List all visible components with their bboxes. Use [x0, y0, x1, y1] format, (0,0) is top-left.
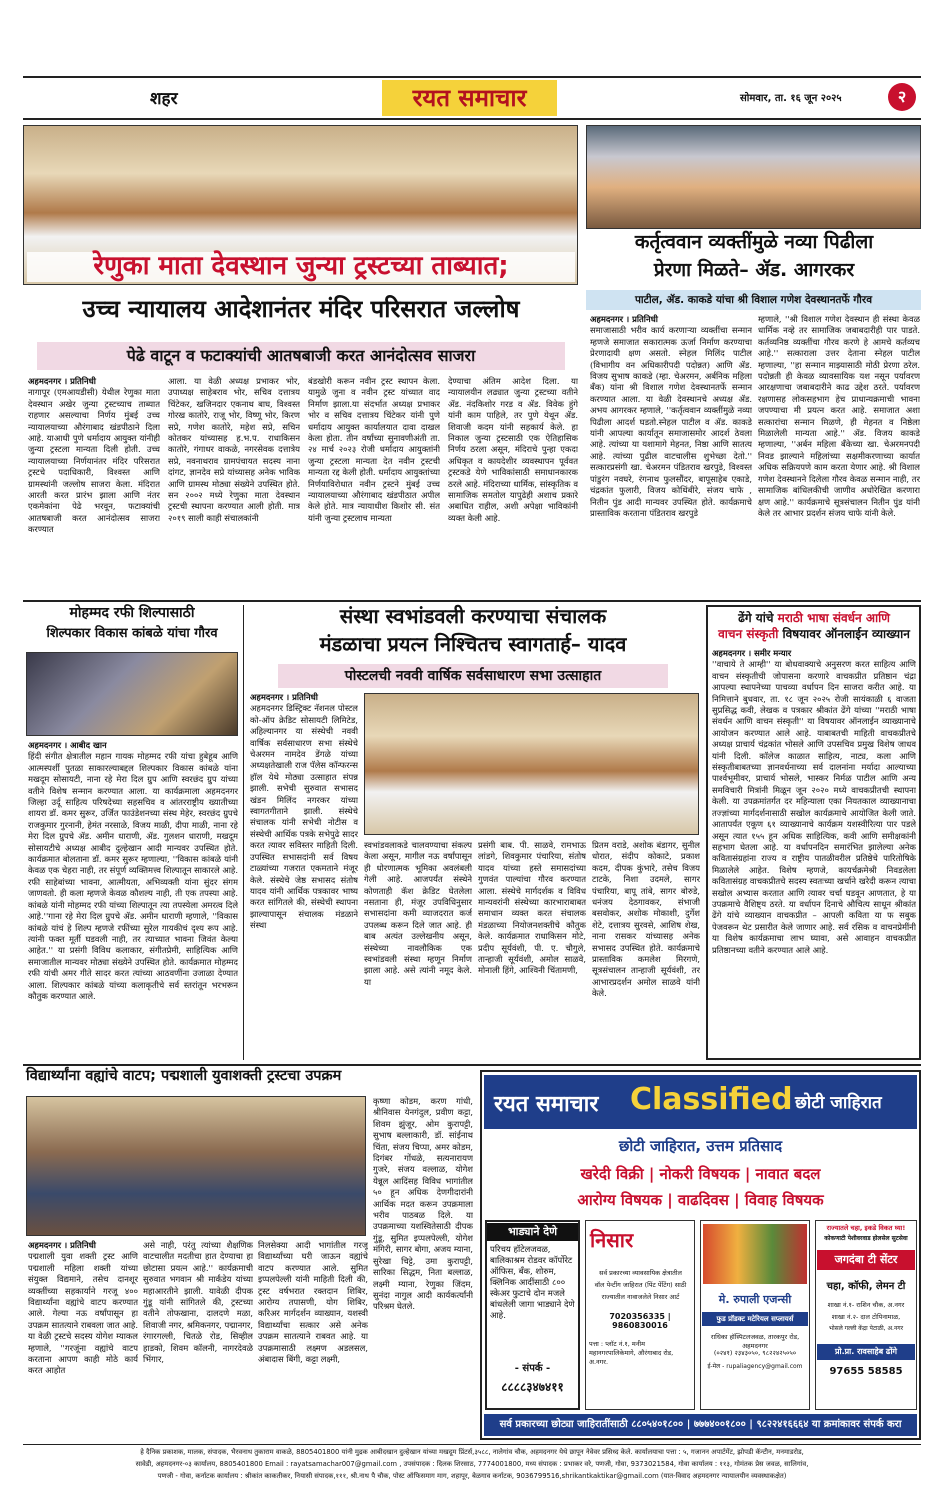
- marathi-body-text: ''वाचाये ते आम्ही'' या बोधवाक्याचे अनुसरण करत साहित्य आणि वाचन संस्कृतीची जोपासना करणारे वाचकप्रीत प्रतिष्ठान चंद्रा आपल्या स्थापनेच्या पाचव्या वर्धापन दिन साजरा करीत आहे. या निमित्ताने बुधवार, ता. १८ जून २०२५ रोजी सायंकाळी ६ वाजता सुप्रसिद्ध कवी, लेखक व पत्रकार श्रीकांत ढेंगे यांच्या ''मराठी भाषा संवर्धन आणि वाचन संस्कृती'' या विषयावर ऑनलाईन व्याख्यानाचे आयोजन करण्यात आले आहे. याबाबतची माहिती वाचकप्रीतचे अध्यक्ष प्राचार्य चंद्रकांत भोसले आणि उपसचिव प्रमुख विशेष जाधव यांनी दिली. कॉलेज काळात साहित्य, नाट्य, कला आणि संस्कृतीबाबतच्या ज्ञानवर्धनाच्या सर्व दालनांना मर्यादा आल्याच्या पार्श्वभूमीवर, प्राचार्य भोसले, भास्कर निर्मळ पाटील आणि अन्य समविचारी मित्रांनी मिळून जून २०२० मध्ये वाचकप्रीतची स्थापना केली. या उपक्रमांतर्गत दर महिन्याला एका नियतकाल व्याख्यानाचा तज्ज्ञांच्या मार्गदर्शनासाठी सखोल कार्यक्रमाचे आयोजित केली जाते. आतापर्यंत एकूण ६१ व्याख्यानाचे कार्यक्रम यशस्वीरित्या पार पडले असून त्यात १५५ हून अधिक साहित्यिक, कवी आणि समीक्षकांनी सहभाग घेतला आहे. या वर्धापनदिन समारंभित झालेल्या अनेक कवितासंग्रहांना राज्य व राष्ट्रीय पातळीवरील प्रतिष्ठेचे पारितोषिके मिळालेले आहेत. विशेष म्हणजे, कायर्चक्रमेश्री निवडलेला कवितासंग्रह वाचकप्रीतचे सदस्य स्वतःच्या खर्चाने खरेदी करून त्याचा सखोल अभ्यास करतात आणि त्यावर चर्चा घडवून आणतात, हे या उपक्रमाचे वैशिष्ट्य ठरते. या वर्धापन दिनाचे औचित्य साधून श्रीकांत ढेंगे यांचे व्याख्यान वाचकप्रीत – आपली कविता या फ सबुक पेजवरून थेट प्रसारीत केले जाणार आहे. सर्व रसिक व वाचनप्रेमींनी या विशेष कार्यक्रमाचा लाभ घ्यावा, असे आवाहन वाचकप्रीत प्रतिष्ठानच्या वतीने करण्यात आले आहे.: [712, 659, 916, 955]
- lead-col-4-text: देण्याचा अंतिम आदेश दिला. या न्यायालयीन लढ्यात जुन्या ट्रस्टच्या वतीने ॲड. नंदकिशोर गरड व ॲड. विवेक हुंगे यांनी काम पाहिले, तर पुणे येथून ॲड. शिवाजी कदम यांनी सहकार्य केले. हा निकाल जुन्या ट्रस्टसाठी एक ऐतिहासिक निर्णय ठरला असून, मंदिराचे पुन्हा एकदा अधिकृत व कायदेशीर व्यवस्थापन पूर्ववत ट्रस्टकडे येणे भाविकांसाठी समाधानकारक ठरले आहे. मंदिराच्या धार्मिक, सांस्कृतिक व सामाजिक समतोल यापुढेही अशाच प्रकारे अबाधित राहील, अशी अपेक्षा भाविकांनी व्यक्त केली आहे.: [448, 376, 578, 523]
- lead-col-4: [448, 376, 578, 596]
- divider: [23, 600, 921, 602]
- rafi-headline-1: मोहम्मद रफी शिल्पासाठी: [69, 605, 195, 621]
- postal-col-3-text: प्रसंगी बाब. पी. साळवे, रामभाऊ लांडगे, शिवकुमार पंचारिया, संतोष यादव यांच्या हस्ते समासदांच्या गुणवंत पाल्यांचा गौरव करण्यात आला. संस्थेचे मार्गदर्शक व विविध मान्यवरांनी संस्थेच्या कारभाराबाबत समाधान व्यक्त करत संचालक मंडळाच्या नियोजनशक्तीचे कौतुक केले. कार्यक्रमात राधाकिसन मोटे, प्रदीप सूर्यवंशी, पी. ए. चौगुले, तान्हाजी सूर्यवंशी, अमोल साळवे, मोनाली हिंगे, आश्विनी चिंतामणी,: [478, 840, 586, 976]
- rent-ad-phone: ८८८८३४७४११: [501, 1380, 564, 1394]
- bags-col-4: [373, 1096, 473, 1440]
- rupali-ad-email: ई-मेल - rupaliagency@gmail.com: [707, 1363, 803, 1370]
- postal-subhead: पोस्टलची नववी वार्षिक सर्वसाधारण सभा उत्साहात: [278, 664, 668, 688]
- nisar-ad-line-2: वॉल पेन्टींग जाहिरात (पिंट पेंटिंग) साठी: [594, 1281, 687, 1289]
- jagdamba-ad-address-1: शाखा नं.१- राशिन चौक, अ.नगर: [827, 1301, 905, 1309]
- jagdamba-ad-owner: प्रो.प्रा. रावसाहेब ढोंगे: [817, 1344, 915, 1360]
- right-col-2: [758, 314, 920, 596]
- jagdamba-ad-items: चहा, कॉफी, लेमन टी: [826, 1281, 906, 1292]
- marathi-body: [712, 648, 916, 1056]
- masthead: रयत समाचार: [382, 80, 557, 116]
- marathi-headline-red2: वाचन संस्कृती: [718, 627, 779, 641]
- rafi-body-text: हिंदी संगीत क्षेत्रातील महान गायक मोहम्मद रफी यांचा हुबेहूब आणि आत्मस्पर्शी पुतळा साकारल्याबद्दल शिल्पकार विकास कांबळे यांना मखदूम सोसायटी, नाना रहे मेरा दिल ग्रुप आणि स्वरछंद ग्रुप यांच्या वतीने विशेष सन्मान करण्यात आला. या कार्यक्रमाला अहमदनगर जिल्हा उर्दू साहित्य परिषदेच्या सहसचिव व आंतरराष्ट्रीय ख्यातीच्या शायरा डॉ. कमर सुरूर, उर्जित फाउंडेशनच्या संस्थ मेहेर, स्वरछंद ग्रुपचे राजकुमार गुरनानी, हेमंत नरसाळे, विजय माळी, दीपा माळी, नाना रहे मेरा दिल ग्रुपचे ॲड. अमीन धाराणी, ॲड. गुलशन धाराणी, मखदूम सोसायटीचे अध्यक्ष आबीद दुल्हेखान आदी मान्यवर उपस्थित होते. कार्यक्रमात बोलताना डॉ. कमर सुरूर म्हणाल्या, ''विकास कांबळे यांनी केवळ एक चेहरा नाही, तर संपूर्ण व्यक्तिमत्त्व शिल्पातून साकारले आहे. रफी साहेबांच्या भावना, आत्मीयता, अभिव्यक्ती यांना सुंदर संगम जाणवतो. ही कला म्हणजे केवळ कौशल्य नाही, ती एक तपस्या आहे. कांबळे यांनी मोहम्मद रफी यांच्या शिल्पातून त्या तपस्येला अमरत्व दिले आहे.''गाना रहे मेरा दिल ग्रुपचे ॲड. अमीन धाराणी म्हणाले, ''विकास कांबळे यांचं हे शिल्प म्हणजे रफींच्या सुरेल गायकीचं दृश्य रूप आहे. त्यांनी फक्त मूर्ती घडवली नाही, तर त्याच्यात भावना जिवंत केल्या आहेत.'' या प्रसंगी विविध कलाकार, संगीतप्रेमी, साहित्यिक आणि समाजातील मान्यवर मोठ्या संख्येने उपस्थित होते. कार्यक्रमात मोहम्मद रफी यांची अमर गीते सादर करत त्यांच्या आठवणींना उजाळा देण्यात आला. शिल्पकार कांबळे यांच्या कलाकृतीचे सर्व स्तरांतून भरभरून कौतुक करण्यात आले.: [28, 751, 238, 1001]
- classified-title-en: Classified: [630, 1082, 793, 1117]
- bags-byline: अहमदनगर । प्रतिनिधी: [28, 1240, 96, 1250]
- nisar-ad-line-3: राज्यातील नावाजलेले निसार आर्ट: [601, 1293, 680, 1301]
- lead-col-1-text: नागापूर (एमआयडीसी) येथील रेणुका माता देवस्थान अखेर जुन्या ट्रस्टच्याच ताब्यात राहणार असल्याचा निर्णय मुंबई उच्च न्यायालयाच्या औरंगाबाद खंडपीठाने दिला आहे. याआधी पुणे धर्मादाय आयुक्त यांनीही जुन्या ट्रस्टला मान्यता दिली होती. उच्च न्यायालयाच्या निर्णयानंतर मंदिर परिसरात ट्रस्टचे पदाधिकारी, विश्वस्त आणि ग्रामस्थांनी जल्लोष साजरा केला. मंदिरात आरती करत प्रारंभ झाला आणि नंतर एकमेकांना पेढे भरवून, फटाक्यांची आतषबाजी करत आनंदोत्सव साजरा करण्यात: [28, 387, 160, 535]
- lead-subhead: पेढे वाटून व फटाक्यांची आतषबाजी करत आनंदोत्सव साजरा: [37, 342, 565, 370]
- lead-headline-1: रेणुका माता देवस्थान जुन्या ट्रस्टच्या ताब्यात;: [27, 252, 575, 282]
- jagdamba-ad-address-2: शाखा नं.२- दाल टोपिनामाळ,: [831, 1313, 901, 1321]
- bags-photo: [26, 1096, 366, 1236]
- bags-col-4-text: कृष्णा कोडम, करण गांधी, श्रीनिवास येनगंदुल, प्रवीण कट्टा, शिवम झुंजूर, ओम कुरापट्टी, सुभाष बल्लाकारी, डॉ. सांईनाथ चिंता, संजय चिप्पा, अमर कोडम, दिगंबर गोंधळे, सत्यनारायण गुजरे, संजय वल्लाळ, योगेश येन्नूल आदिंसह विविध भागांतील ५० हून अधिक देणगीदारांनी आर्थिक मदत करून उपक्रमाला भरीव पाठबळ दिले. या उपक्रमाच्या यशस्वितेसाठी दीपक गुंडू, सुमित इप्पलपेल्ली, योगेश मंगिरी, सागर बोगा, अजय म्याना, सुरेखा चिट्टे, उमा कुरापट्टी, सारिका सिद्धम, निता बल्लाळ, लक्ष्मी म्याना, रेणुका जिंदम, सुनंदा नागुल आदी कार्यकर्त्यांनी परिश्रम घेतले.: [373, 1096, 473, 1312]
- rafi-headline-2: शिल्पकार विकास कांबळे यांचा गौरव: [46, 626, 218, 641]
- right-byline: अहमदनगर । प्रतिनिधी: [590, 314, 658, 324]
- lead-col-1: [28, 376, 160, 596]
- bags-col-3: [258, 1240, 368, 1440]
- imprint-line-2: सावेडी, अहमदनगर-०३ कार्यालय, 8805401800 Email : rayatsamachar007@gmail.com , उपसंपादक : दिलक शिरसाठ, 7774001800, मध्य संपादक : प्रभाकर वरे, पणजी, गोवा, 9373021584, गोवा कार्यालय : ११३, गोमंतक प्रेस जवळ, सालिगांव,: [135, 1460, 809, 1468]
- postal-col-4: [592, 840, 700, 1060]
- bags-headline: विद्यार्थ्यांना वह्यांचे वाटप; पद्मशाली युवाशक्ती ट्रस्टचा उपक्रम: [26, 1068, 342, 1084]
- marathi-headline-red: मराठी भाषा संवर्धन आणि: [777, 611, 890, 625]
- right-headline-2: प्रेरणा मिळते– ॲड. आगरकर: [653, 259, 855, 281]
- right-photo: [586, 125, 921, 229]
- rupali-ad-phone: (०२४१) २३४३०५०, ९८२२४२५०५०: [713, 1349, 797, 1357]
- rupali-ad-sub: फुड प्रॉडक्ट मटेरियल सप्लायर्स: [702, 1312, 808, 1326]
- classified-footer: सर्व प्रकारच्या छोट्या जाहिरातींसाठी ८८०५४०१८०० | ७७७४००१८०० | ९८२२४१६६६४ या क्रमांकावर संपर्क करा: [484, 1414, 917, 1436]
- lead-col-2-text: आला. या वेळी अध्यक्ष प्रभाकर भोर, उपाध्यक्ष साहेबराव भोर, सचिव दत्तात्रय चिंटेकर, खजिनदार एकनाथ बाघ, विश्वस्त गोरख कातोरे, राजू भोर, विष्णू भोर, किरण सप्रे, गणेश कातोरे, महेश सप्रे, सचिन कोतकर यांच्यासह ह.भ.प. राधाकिसन कातोरे, गंगाधर वाकळे, नगरसेवक दत्तात्रेय सप्रे, नवनाथराव ग्रामपंचायत सदस्य नाना दांगट, ज्ञानदेव सप्रे यांच्यासह अनेक भाविक आणि ग्रामस्थ मोठ्या संख्येने उपस्थित होते. सन २००२ मध्ये रेणुका माता देवस्थान ट्रस्टची स्थापना करण्यात आली होती. मात्र २०१९ साली काही संचालकांनी: [168, 376, 300, 523]
- postal-intro-text: अहमदनगर डिस्ट्रिक्ट नॅशनल पोस्टल को-ऑप क्रेडिट सोसायटी लिमिटेड, अहिल्यानगर या संस्थेची नववी वार्षिक सर्वसाधारण सभा संस्थेचे चेअरमन नामदेव डेंगळे यांच्या अध्यक्षतेखाली राज पॅलेस कॉन्फरन्स हॉल येथे मोठ्या उत्साहात संपन्न झाली. सभेची सुरुवात सभासद खंडन मिलिंद नगरकर यांच्या स्वागतगीताने झाली. संस्थेचे संचालक यांनी सभेची नोटीस व संस्थेची आर्थिक पत्रके सभेपुढे सादर करत त्यावर सविस्तर माहिती दिली. उपस्थित सभासदांनी सर्व विषय टाळ्यांच्या गजरात एकमताने मंजूर केले. संस्थेचे जेष्ठ सभासद संतोष यादव यांनी आर्थिक पत्रकावर भाष्य करत सांगितले की, संस्थेची स्थापना झाल्यापासून संचालक मंडळाने संस्था: [250, 703, 358, 931]
- right-subhead: पाटील, ॲड. काकडे यांचा श्री विशाल गणेश देवस्थानतर्फे गौरव: [586, 290, 921, 310]
- jagdamba-ad-phone: 97655 58585: [829, 1366, 903, 1377]
- rafi-byline: अहमदनगर । आबीद खान: [28, 740, 107, 750]
- lead-col-3-text: बंडखोरी करून नवीन ट्रस्ट स्थापन केला. यामुळे जुना व नवीन ट्रस्ट यांच्यात वाद निर्माण झाला.या संदर्भात अध्यक्ष प्रभाकर भोर व सचिव दत्तात्रय चिंटेकर यांनी पुणे धर्मादाय आयुक्त कार्यालयात दावा दाखल केला होता. तीन वर्षांच्या सुनावणीअंती ता. २४ मार्च २०२३ रोजी धर्मादाय आयुक्तांनी जुन्या ट्रस्टला मान्यता देत नवीन ट्रस्टची मान्यता रद्द केली होती. धर्मादाय आयुक्तांच्या निर्णयाविरोधात नवीन ट्रस्टने मुंबई उच्च न्यायालयाच्या औरंगाबाद खंडपीठात अपील केले होते. मात्र न्यायाधीश किशोर सी. संत यांनी जुन्या ट्रस्टलाच मान्यता: [308, 376, 440, 523]
- postal-headline-2: मंडळाचा प्रयत्न निश्चितच स्वागतार्ह– यादव: [319, 632, 627, 656]
- classified-tagline: छोटी जाहिरात, उत्तम प्रतिसाद: [618, 1137, 783, 1155]
- postal-col-3: [478, 840, 586, 1060]
- marathi-headline-post: विषयावर ऑनलाईन व्याख्यान: [782, 627, 910, 641]
- jagdamba-ad-address-3: भोसले गल्ली केंद्रा पेटाळी, अ.नगर: [828, 1325, 904, 1332]
- nisar-ad-phones: 7020356335 | 9860830016: [609, 1312, 671, 1330]
- postal-col-2: [364, 840, 472, 1060]
- postal-photo: [364, 693, 699, 835]
- lead-headline-2: उच्च न्यायालय आदेशानंतर मंदिर परिसरात जल्लोष: [82, 295, 520, 323]
- rafi-photo: [26, 652, 238, 736]
- classified-title-mr: रयत समाचार: [494, 1092, 599, 1117]
- bags-col-2: [143, 1240, 253, 1440]
- date-label: सोमवार, ता. १६ जून २०२५: [740, 93, 842, 104]
- rafi-body: [28, 740, 238, 1060]
- postal-intro: [250, 692, 358, 1060]
- classified-title-tail: छोटी जाहिरात: [795, 1093, 882, 1113]
- lead-col-2: [168, 376, 300, 596]
- right-col-1: [590, 314, 752, 596]
- classified-cats-2: आरोग्य विषयक | वाढदिवस | विवाह विषयक: [577, 1191, 824, 1209]
- right-headline-1: कर्तृत्ववान व्यक्तींमुळे नव्या पिढीला: [634, 231, 874, 253]
- right-col-1-text: समाजासाठी भरीव कार्य करणाऱ्या व्यक्तींचा सन्मान म्हणजे समाजात सकारात्मक ऊर्जा निर्माण करण्याचा प्रेरणादायी क्षण असतो. स्नेहल मिलिंद पाटील (विभागीय वन अधिकारीपदी पदोन्नत) आणि ॲड. विजय सुभाष काकडे (म्हा. चेअरमन, अर्बनिक महिला बँक) यांना श्री विशाल गणेश देवस्थानतर्फे सन्मान करण्यात आला. या वेळी देवस्थानचे अध्यक्ष ॲड. अभय आगरकर म्हणाले, ''कर्तृत्ववान व्यक्तींमुळे नव्या पिढीला आदर्श घडतो.स्नेहल पाटील व ॲड. काकडे यांनी आपल्या कार्यातून समाजासमोर आदर्श ठेवला आहे. त्यांच्या या यशामागे मेहनत, निष्ठा आणि सातत्य आहे. त्यांच्या पुढील वाटचालीस शुभेच्छा देतो.'' सत्कारप्रसंगी खा. चेअरमन पंडितराव खरपुडे, विश्वस्त पांडुरंग नवघरे, रंगनाथ फुलसौंदर, बापूसाहेब एकाडे, चंद्रकांत फुलारी, विजय कोथिंबीरे, संजय चाफे , नितीन पुंड आदी मान्यवर उपस्थित होते. कार्यक्रमाचे प्रास्ताविक करताना पंडितराव खरपुडे: [590, 325, 752, 518]
- rupali-ad-name: मे. रुपाली एजन्सी: [718, 1293, 792, 1306]
- nisar-ad-address: पत्ता : प्लॉट नं.१, मनीम महानगरपालिकेमागे, औरंगाबाद रोड, अ.नगर.: [589, 1340, 674, 1366]
- divider: [243, 605, 244, 1060]
- postal-byline: अहमदनगर । प्रतिनिधी: [250, 692, 318, 702]
- jagdamba-ad-top-2: कोकणाटी पेशीवरवाड होलसेल सुटसेवा: [824, 1235, 908, 1242]
- lead-byline: अहमदनगर । प्रतिनिधी: [28, 376, 96, 386]
- divider: [23, 1444, 921, 1445]
- rent-ad-title: भाड्याने देणे: [487, 1223, 578, 1241]
- lead-col-3: [308, 376, 440, 596]
- nisar-ad-brand: निसार: [590, 1228, 634, 1252]
- bags-col-1: [28, 1240, 138, 1440]
- page-number: २: [888, 83, 916, 111]
- divider: [23, 1064, 921, 1066]
- imprint-line-1: हे दैनिक प्रकाशक, मालक, संपादक, भैरवनाथ तुकाराम वाकळे, 8805401800 यांनी मुद्रक आबीदखान दुल्हेखान यांच्या मखदूम प्रिंटर्स,३५८८, नालेगांव चौक, अहमदनगर येथे छापून नेवेवर प्रसिध्द केले. कार्यालयाचा पत्ता : ५, गजानन अपार्टमेंट, झोपडी कॅन्टीन, मनमाडरोड,: [140, 1448, 804, 1456]
- section-label: शहर: [150, 89, 178, 109]
- bags-col-1-text: पद्मशाली युवा शक्ती ट्रस्ट आणि पद्मशाली महिला शक्ती यांच्या संयुक्त विद्यमाने, तसेच दानशूर व्यक्तींच्या सहकार्याने गरजू ४०० विद्यार्थ्यांना वह्यांचे वाटप करण्यात आले. गेल्या नऊ वर्षांपासून हा उपक्रम सातत्याने राबवला जात आहे. या वेळी ट्रस्टचे सदस्य योगेश म्याकल म्हणाले, ''गरजूंना वह्यांचे वाटप करताना आपण काही मोठे कार्य करत आहोत: [28, 1251, 138, 1376]
- rent-ad-body: परिचय हॉटेलजवळ, बालिकाश्रम रोडवर कॉर्पोरेट ऑफिस, बँक, शोरुम, क्लिनिक आदींसाठी ८०० स्केअर फुटाचे दोन मजले बांधलेली जागा भाड्याने देणे आहे.: [490, 1245, 575, 1321]
- postal-col-2-text: स्वभांडवलाकडे चालवण्याचा संकल्प केला असून, मागील नऊ वर्षांपासून ही धोरणात्मक भूमिका अवलंबली गेली आहे. आजपर्यंत संस्थेने कोणताही कॅश क्रेडिट घेतलेला नसताना ही, मंजूर उपविधिनुसार सभासदांना कमी व्याजदरात कर्ज उपलब्ध करून दिले जात आहे. ही बाब अत्यंत उल्लेखनीय असून, संस्थेच्या नावलौकिक एक स्वभांडवली संस्था म्हणून निर्माण झाला आहे. असे त्यांनी नमूद केले. या: [364, 840, 472, 987]
- classified-cats-1: खरेदी विक्री | नोकरी विषयक | नावात बदल: [580, 1165, 821, 1183]
- imprint-line-3: पणजी - गोवा, कर्नाटक कार्यालय : श्रीकांत काकतीकर, नियासी संपादक,१११, श्री.नाथ पै चौक, पोस्ट ऑफिसमाग माग, शहापूर, बेळगाव कर्नाटक, 9036799516,shrikantkaktikar@gmail.com (यात-विवाद अहमदनगर न्यायालयीन व्यवस्थाकक्षेत): [157, 1472, 787, 1480]
- postal-headline-1: संस्था स्वभांडवली करण्याचा संचालक: [339, 604, 607, 628]
- marathi-headline: [710, 610, 918, 642]
- bags-col-2-text: असे नाही, परंतु त्यांच्या शैक्षणिक वाटचालीत मदतीचा हात देण्याचा हा छोटासा प्रयत्न आहे.'' कार्यक्रमाची सुरुवात भगवान श्री मार्कंडेय यांच्या महाआरतीने झाली. यावेळी दीपक गुंडू यांनी सांगितले की, ट्रस्टच्या वतीने तोफखाना, दालदणे मळा, शिवाजी नगर, श्रमिकनगर, पद्मानगर, रंगारगल्ली, चितळे रोड, सिव्हील हाडको, शिवम कॉलनी, नागरदेवळे भिंगार,: [143, 1240, 253, 1365]
- rupali-ad-image: [703, 1224, 807, 1284]
- jagdamba-ad-top: राज्यातले चहा, इकडे विकत घ्या!: [826, 1224, 906, 1232]
- bags-col-3-text: निलसेक्या आदी भागांतील गरजू विद्यार्थ्यांच्या घरी जाऊन वह्यांचे वाटप करण्यात आले. सुमित इप्पलपेल्ली यांनी माहिती दिली की, ट्रस्ट वर्षभरात रक्तदान शिबिर, आरोग्य तपासणी, योग शिबिर, करिअर मार्गदर्शन व्याख्यान, यशस्वी विद्यार्थ्यांचा सत्कार असे अनेक उपक्रम सातत्याने राबवत आहे. या उपक्रमासाठी लक्ष्मण अडलसल, अंबादास बिंगी, कट्टा लक्ष्मी,: [258, 1240, 368, 1365]
- marathi-headline-pre: ढेंगे यांचे: [738, 611, 774, 625]
- right-col-2-text: म्हणाले, ''श्री विशाल गणेश देवस्थान ही संस्था केवळ धार्मिक नव्हे तर सामाजिक जबाबदारीही पार पाडते. कर्तव्यनिष्ठ व्यक्तींचा गौरव करणे हे आमचे कर्तव्यच आहे.'' सत्काराला उत्तर देताना स्नेहल पाटील म्हणाल्या, ''हा सन्मान माझ्यासाठी मोठी प्रेरणा ठरेल. पदोन्नती ही केवळ व्यावसायिक यश नसून पर्यावरण आरक्षणाचा जबाबदारीने काढ उद्देश ठरते. पर्यावरण रक्षणासह लोकसहभाग हेच प्राधान्यक्रमाची भावना जपण्याचा मी प्रयत्न करत आहे. समाजात अशा सत्कारांचा सन्मान मिळणे, ही मेहनत व निष्ठेला मिळालेली मान्यता आहे.'' ॲड. विजय काकडे म्हणाल्या, ''अर्बन महिला बँकेच्या खा. चेअरमनपदी निवड झाल्याने महिलांच्या सक्षमीकरणाच्या कार्यात अधिक सक्रियपणे काम करता येणार आहे. श्री विशाल गणेश देवस्थानने दिलेला गौरव केवळ सन्मान नाही, तर सामाजिक बांधिलकीची जाणीव अधोरेखित करणारा क्षण आहे.'' कार्यक्रमाचे सूत्रसंचालन नितीन पुंड यांनी केले तर आभार प्रदर्शन संजय चाफे यांनी केले.: [758, 314, 920, 518]
- rupali-ad-address: राधिका हॉस्पिटलजवळ, तारकपुर रोड, अहमदनगर: [710, 1333, 800, 1350]
- postal-col-4-text: प्रितम वराडे, अशोक बंडागर, सुनील धोरात, संदीप कोकाटे, प्रकाश कदम, दीपक कुंभारे, तसेच विजय टाटके, निशा उदमले, सागर पंचारिया, बापू तांबे, सागर बोरुडे, धनंजय देठगावकर, संभाजी बसवोकर, अशोक मोकाशी, दुर्गेश शेटे, दत्तात्रय सुरवसे, आशिष शेख, नाना रासकर यांच्यासह अनेक सभासद उपस्थित होते. कार्यक्रमाचे प्रास्ताविक कमलेश मिरगणे, सूत्रसंचालन तान्हाजी सूर्यवंशी, तर आभारप्रदर्शन अमोल साळवे यांनी केले.: [592, 840, 700, 999]
- marathi-byline: अहमदनगर । समीर मन्यार: [712, 648, 792, 658]
- rent-ad-contact-label: - संपर्क -: [514, 1363, 551, 1374]
- jagdamba-ad-name: जगदंबा टी सेंटर: [817, 1250, 915, 1270]
- nisar-ad-line-1: सर्व प्रकारच्या व्यावसायिक क्षेत्रातील: [599, 1269, 682, 1277]
